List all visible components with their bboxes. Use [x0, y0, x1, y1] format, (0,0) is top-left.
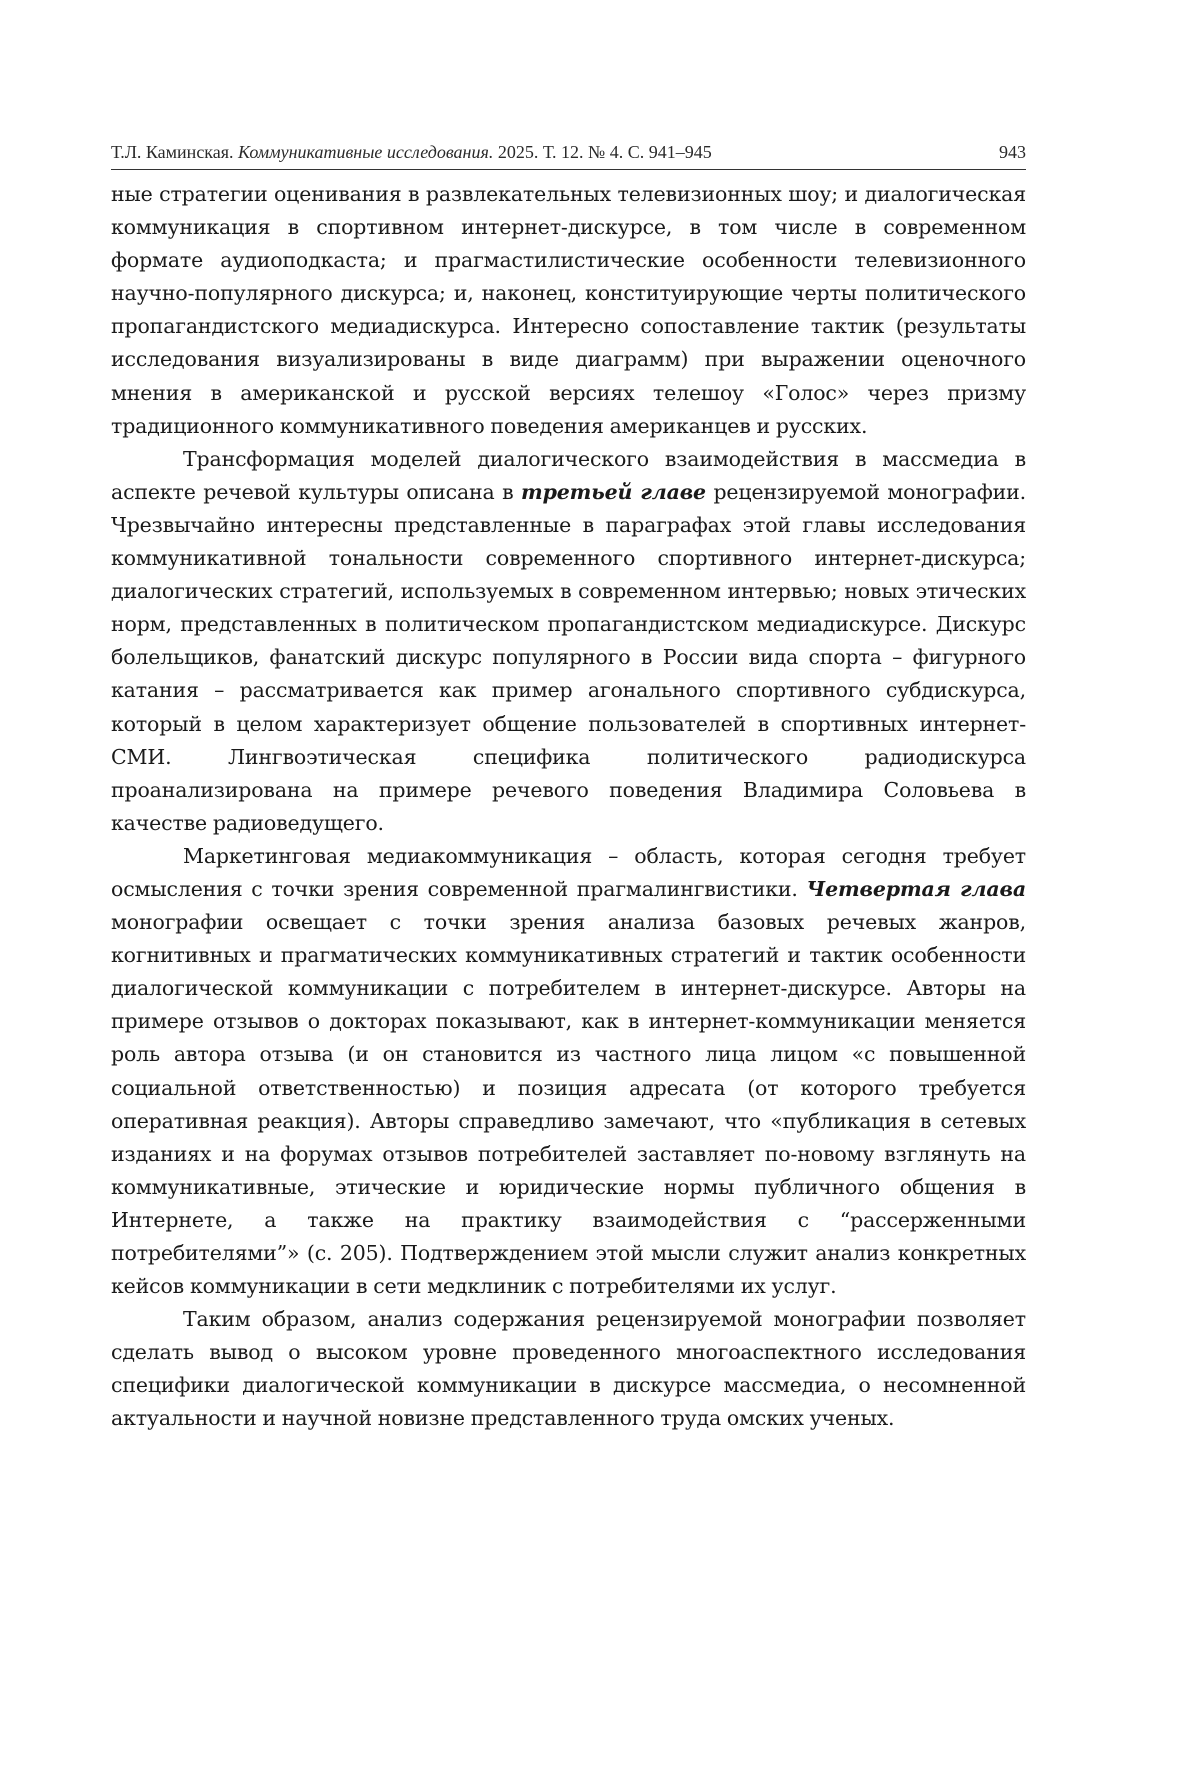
- paragraph-text: Трансформация моделей диалогического взаимодействия в массмедиа в аспекте речевой культуры описана в: [111, 446, 1026, 504]
- page-number: 943: [999, 142, 1026, 162]
- paragraph-text: монографии освещает с точки зрения анализа базовых речевых жанров, когнитивных и прагматических коммуникативных стратегий и тактик особенности диалогической коммуникации с потребителем в интернет-дискурсе. Авторы на примере отзывов о докторах показывают, как в интернет-коммуникации меняется роль автора отзыва (и он становится из частного лица лицом «с повышенной социальной ответственностью) и позиция адресата (от которого требуется оперативная реакция). Авторы справедливо замечают, что «публикация в сетевых изданиях и на форумах отзывов потребителей заставляет по-новому взглянуть на коммуникативные, этические и юридические нормы публичного общения в Интернете, а также на практику взаимодействия с “рассерженными потребителями”» (с. 205). Подтверждением этой мысли служит анализ конкретных кейсов коммуникации в сети медклиник с потребителями их услуг.: [111, 910, 1026, 1299]
- emphasis-fourth-chapter: Четвертая глава: [806, 876, 1026, 901]
- emphasis-third-chapter: третьей главе: [521, 479, 706, 504]
- header-journal: Коммуникативные исследования.: [238, 142, 494, 162]
- document-page: [111, 142, 1026, 1436]
- paragraph-2: [111, 443, 1026, 840]
- header-citation: [111, 142, 712, 163]
- paragraph-text: рецензируемой монографии. Чрезвычайно интересны представленные в параграфах этой главы исследования коммуникативной тональности современного спортивного интернет-дискурса; диалогических стратегий, используемых в современном интервью; новых этических норм, представленных в политическом пропагандистском медиадискурсе. Дискурс болельщиков, фанатский дискурс популярного в России вида спорта – фигурного катания – рассматривается как пример агонального спортивного субдискурса, который в целом характеризует общение пользователей в спортивных интернет-СМИ. Лингвоэтическая специфика политического радиодискурса проанализирована на примере речевого поведения Владимира Соловьева в качестве радиоведущего.: [111, 479, 1026, 835]
- paragraph-3: [111, 840, 1026, 1303]
- header-author: Т.Л. Каминская.: [111, 142, 234, 162]
- paragraph-text: ные стратегии оценивания в развлекательных телевизионных шоу; и диалогическая коммуникация в спортивном интернет-дискурсе, в том числе в современном формате аудиоподкаста; и прагмастилистические особенности телевизионного научно-популярного дискурса; и, наконец, конституирующие черты политического пропагандистского медиадискурса. Интересно сопоставление тактик (результаты исследования визуализированы в виде диаграмм) при выражении оценочного мнения в американской и русской версиях телешоу «Голос» через призму традиционного коммуникативного поведения американцев и русских.: [111, 182, 1026, 438]
- header-volume-issue: 2025. Т. 12. № 4. С. 941–945: [497, 142, 712, 162]
- paragraph-4: [111, 1303, 1026, 1435]
- article-body: [111, 178, 1026, 1436]
- paragraph-text: Таким образом, анализ содержания рецензируемой монографии позволяет сделать вывод о высоком уровне проведенного многоаспектного исследования специфики диалогической коммуникации в дискурсе массмедиа, о несомненной актуальности и научной новизне представленного труда омских ученых.: [111, 1307, 1026, 1431]
- paragraph-1: [111, 178, 1026, 443]
- running-header: [111, 142, 1026, 170]
- paragraph-text: Маркетинговая медиакоммуникация – область, которая сегодня требует осмысления с точки зрения современной прагмалингвистики.: [111, 843, 1026, 901]
